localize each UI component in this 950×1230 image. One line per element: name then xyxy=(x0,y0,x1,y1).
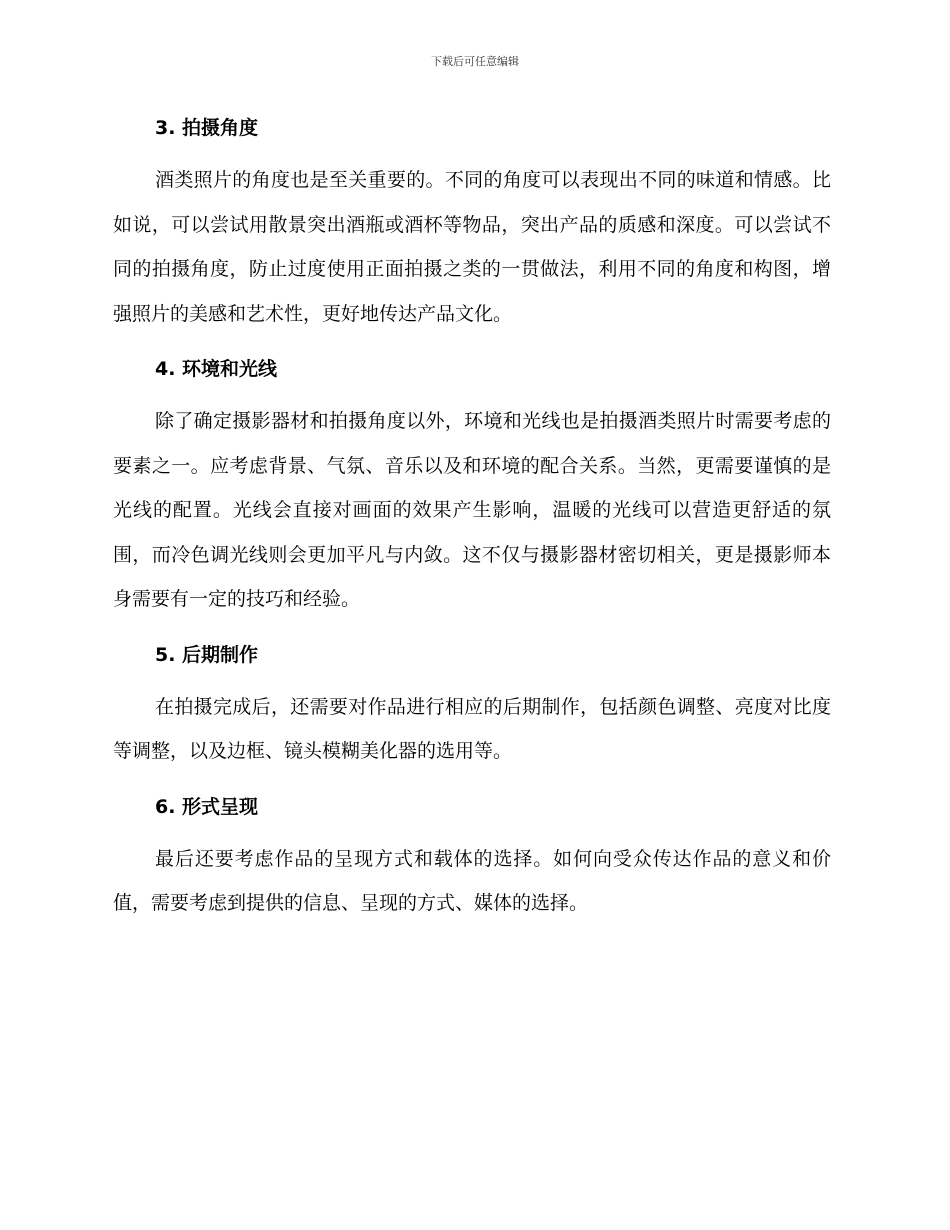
section-post-production xyxy=(113,639,831,774)
page-header: 下载后可任意编辑 xyxy=(431,55,519,68)
section-environment-light xyxy=(113,353,831,622)
section-heading: 6. 形式呈现 xyxy=(155,795,259,818)
document-body xyxy=(113,112,831,926)
section-heading: 4. 环境和光线 xyxy=(155,358,278,380)
section-heading: 3. 拍摄角度 xyxy=(155,117,259,139)
section-heading: 5. 后期制作 xyxy=(155,643,259,666)
section-paragraph: 酒类照片的角度也是至关重要的。不同的角度可以表现出不同的味道和情感。比如说，可以尝试用散景突出酒瓶或酒杯等物品，突出产品的质感和深度。可以尝试不同的拍摄角度，防止过度使用正面拍摄之类的一贯做法，利用不同的角度和构图，增强照片的美感和艺术性，更好地传达产品文化。 xyxy=(113,169,831,325)
section-shooting-angle xyxy=(113,112,831,336)
section-paragraph: 最后还要考虑作品的呈现方式和载体的选择。如何向受众传达作品的意义和价值，需要考虑到提供的信息、呈现的方式、媒体的选择。 xyxy=(113,847,831,914)
section-paragraph: 在拍摄完成后，还需要对作品进行相应的后期制作，包括颜色调整、亮度对比度等调整，以及边框、镜头模糊美化器的选用等。 xyxy=(113,695,831,762)
section-presentation xyxy=(113,791,831,926)
section-paragraph: 除了确定摄影器材和拍摄角度以外，环境和光线也是拍摄酒类照片时需要考虑的要素之一。应考虑背景、气氛、音乐以及和环境的配合关系。当然，更需要谨慎的是光线的配置。光线会直接对画面的效果产生影响，温暖的光线可以营造更舒适的氛围，而冷色调光线则会更加平凡与内敛。这不仅与摄影器材密切相关，更是摄影师本身需要有一定的技巧和经验。 xyxy=(113,410,831,610)
